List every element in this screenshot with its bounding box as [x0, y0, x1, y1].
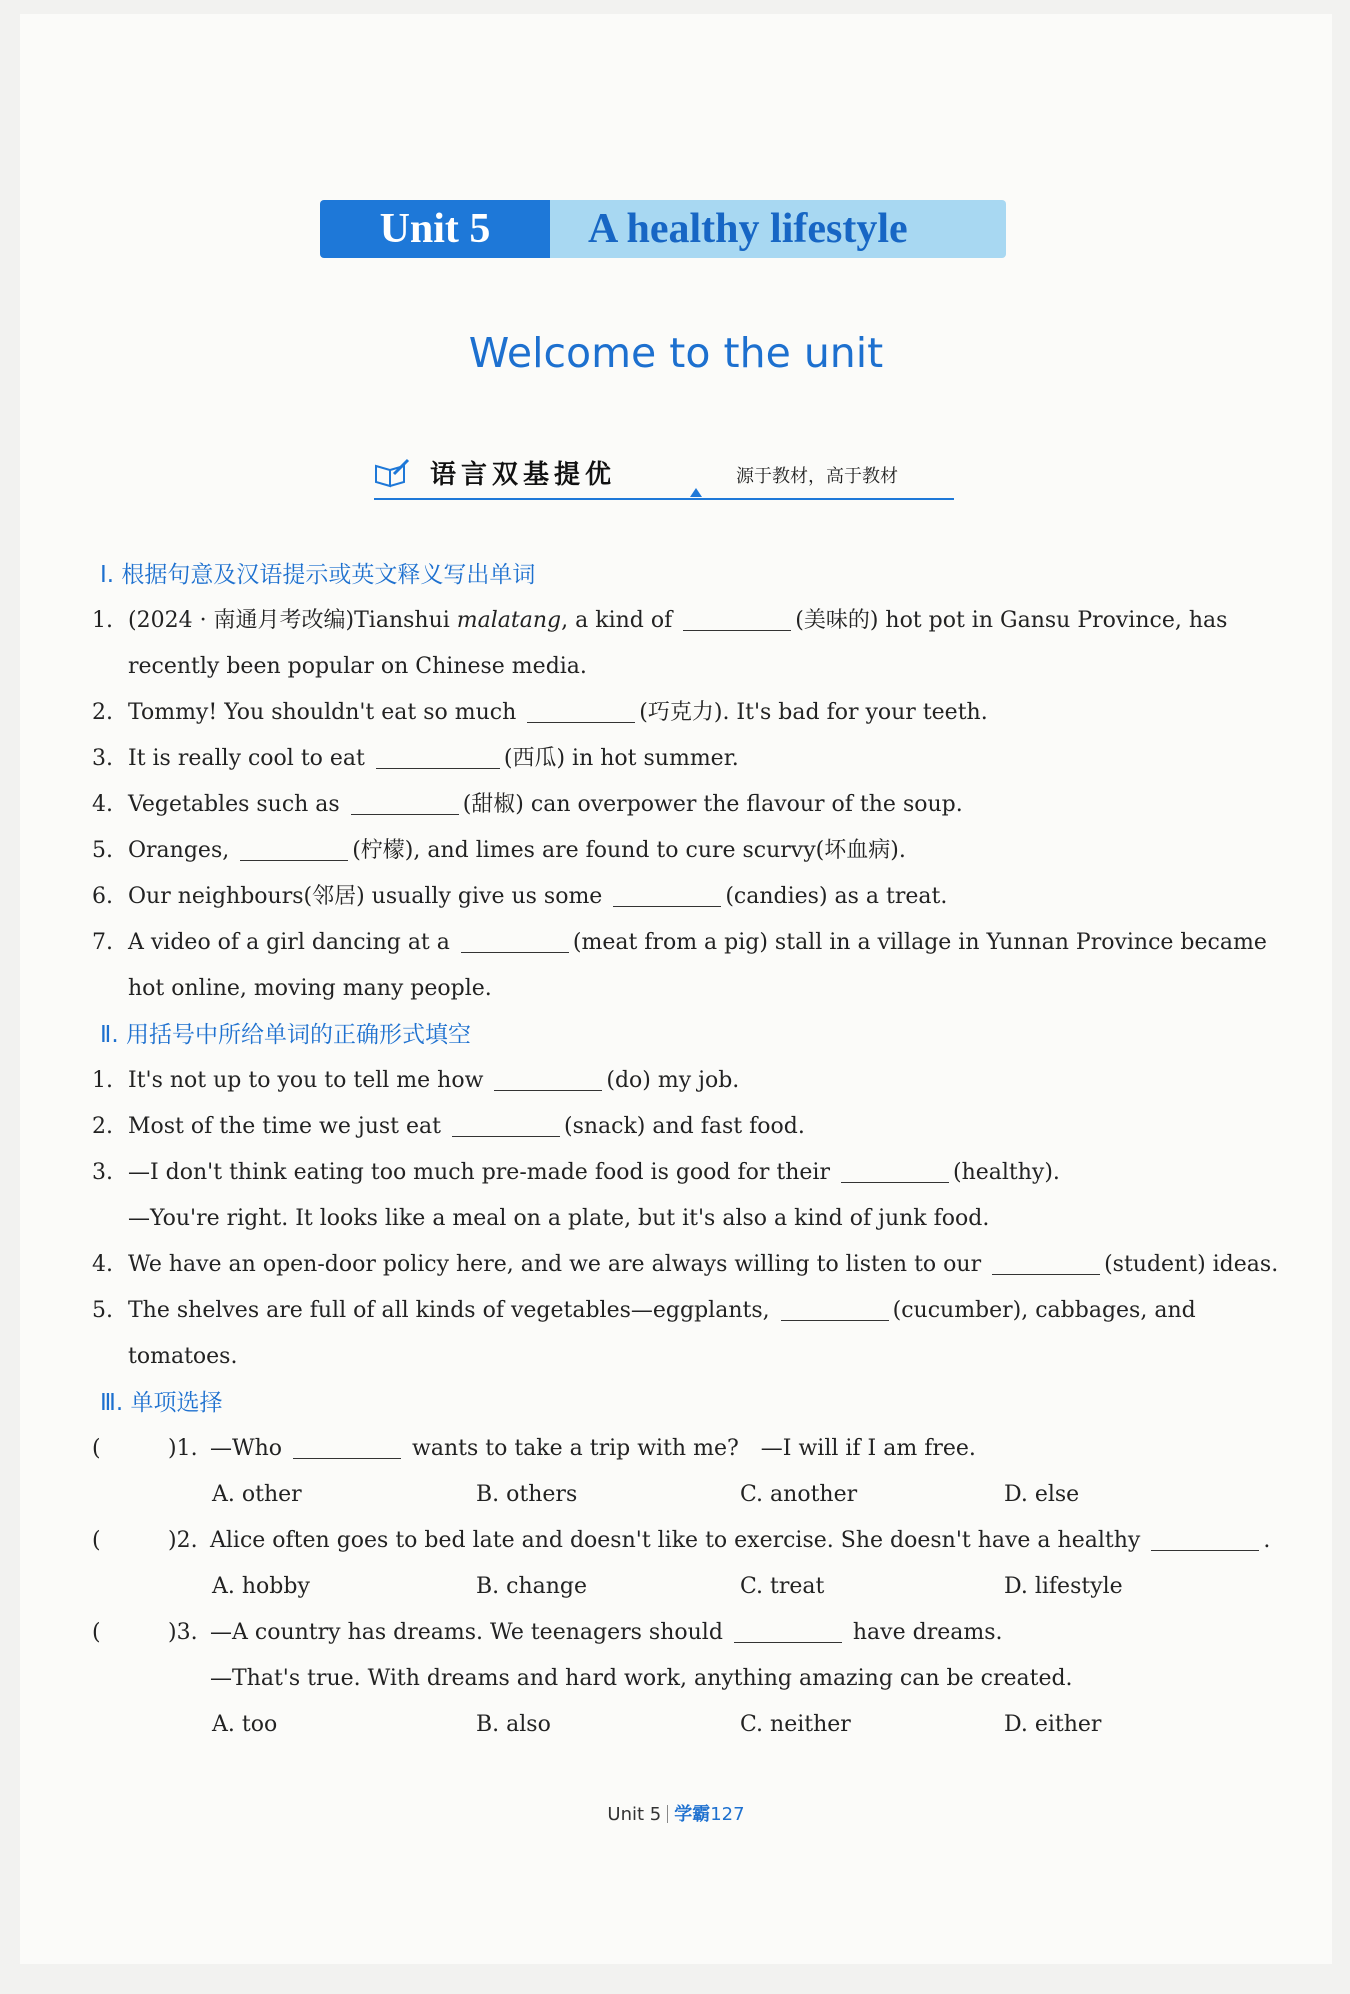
- unit-label: Unit 5: [320, 200, 550, 258]
- answer-blank[interactable]: [452, 1110, 560, 1137]
- worksheet-page: [20, 14, 1332, 1964]
- answer-blank[interactable]: [841, 1156, 949, 1183]
- mc-question-2: ( )2. Alice often goes to bed late and doesn't like to exercise. She doesn't have a healthy .: [80, 1518, 1280, 1564]
- p1-question-4: 4. Vegetables such as (甜椒) can overpower the flavour of the soup.: [80, 782, 1280, 828]
- page-number: 127: [710, 1804, 745, 1825]
- answer-bracket[interactable]: (: [92, 1620, 101, 1645]
- answer-blank[interactable]: [494, 1064, 602, 1091]
- answer-blank[interactable]: [781, 1294, 889, 1321]
- footer-brand: 学霸: [674, 1804, 711, 1825]
- mc-question-1: ( )1. —Who wants to take a trip with me? —I will if I am free.: [80, 1426, 1280, 1472]
- p2-question-1: 1. It's not up to you to tell me how (do) my job.: [80, 1058, 1280, 1104]
- part2-heading: Ⅱ. 用括号中所给单词的正确形式填空: [100, 1022, 471, 1048]
- unit-banner: [320, 200, 1006, 258]
- exercise-content: [80, 552, 1280, 1748]
- section-header: [374, 452, 954, 502]
- p2-question-3: 3. —I don't think eating too much pre-made food is good for their (healthy). —You're right. It looks like a meal on a plate, but it's also a kind of junk food.: [80, 1150, 1280, 1242]
- section-title: 语言双基提优: [430, 460, 617, 490]
- answer-blank[interactable]: [613, 880, 721, 907]
- section-rule: [374, 498, 954, 500]
- part3-heading: Ⅲ. 单项选择: [100, 1390, 223, 1416]
- book-pen-icon: [374, 458, 410, 488]
- mc-options-1: A. other B. others C. another D. else: [212, 1482, 1080, 1507]
- p1-question-3: 3. It is really cool to eat (西瓜) in hot summer.: [80, 736, 1280, 782]
- section-subtitle: 源于教材，高于教材: [736, 466, 898, 487]
- p2-question-4: 4. We have an open-door policy here, and we are always willing to listen to our (student) ideas.: [80, 1242, 1280, 1288]
- answer-blank: [1151, 1524, 1259, 1551]
- p1-question-6: 6. Our neighbours(邻居) usually give us some (candies) as a treat.: [80, 874, 1280, 920]
- answer-blank: [734, 1616, 842, 1643]
- answer-blank: [293, 1432, 401, 1459]
- mc-options-2: A. hobby B. change C. treat D. lifestyle: [212, 1574, 1123, 1599]
- p1-question-7: 7. A video of a girl dancing at a (meat from a pig) stall in a village in Yunnan Province became hot online, moving many people.: [80, 920, 1280, 1012]
- p1-question-5: 5. Oranges, (柠檬), and limes are found to cure scurvy(坏血病).: [80, 828, 1280, 874]
- mc-question-3: ( )3. —A country has dreams. We teenagers should have dreams. —That's true. With dreams and hard work, anything amazing can be created.: [80, 1610, 1280, 1702]
- answer-blank[interactable]: [240, 834, 348, 861]
- lesson-title: Welcome to the unit: [468, 329, 884, 377]
- unit-title: A healthy lifestyle: [550, 200, 1006, 258]
- answer-blank[interactable]: [992, 1248, 1100, 1275]
- answer-bracket[interactable]: (: [92, 1436, 101, 1461]
- answer-blank[interactable]: [683, 604, 791, 631]
- footer-unit: Unit 5: [607, 1804, 662, 1825]
- answer-blank[interactable]: [461, 926, 569, 953]
- answer-blank[interactable]: [351, 788, 459, 815]
- p2-question-5: 5. The shelves are full of all kinds of vegetables—eggplants, (cucumber), cabbages, and tomatoes.: [80, 1288, 1280, 1380]
- answer-bracket[interactable]: (: [92, 1528, 101, 1553]
- p1-question-2: 2. Tommy! You shouldn't eat so much (巧克力). It's bad for your teeth.: [80, 690, 1280, 736]
- triangle-marker: [690, 488, 702, 497]
- part1-heading: Ⅰ. 根据句意及汉语提示或英文释义写出单词: [100, 562, 536, 588]
- p2-question-2: 2. Most of the time we just eat (snack) and fast food.: [80, 1104, 1280, 1150]
- p1-question-1: 1. (2024 · 南通月考改编)Tianshui malatang, a kind of (美味的) hot pot in Gansu Province, has recently been popular on Chinese media.: [80, 598, 1280, 690]
- answer-blank[interactable]: [376, 742, 500, 769]
- mc-options-3: A. too B. also C. neither D. either: [212, 1712, 1102, 1737]
- answer-blank[interactable]: [527, 696, 635, 723]
- page-footer: [20, 1800, 1332, 1826]
